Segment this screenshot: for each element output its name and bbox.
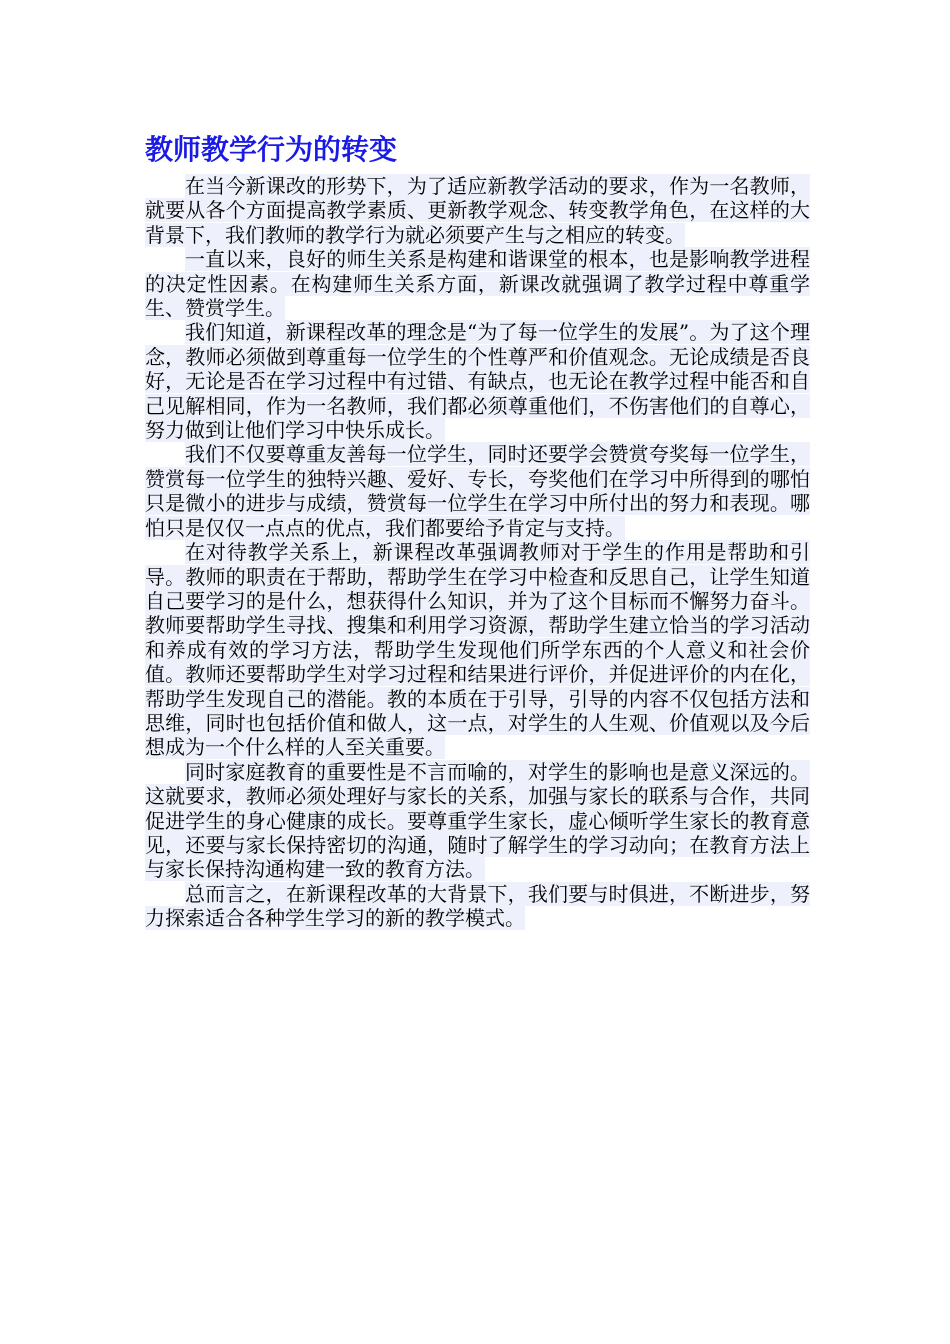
paragraph (145, 540, 810, 760)
paragraph (145, 247, 810, 320)
paragraph-text: 我们不仅要尊重友善每一位学生，同时还要学会赞赏夸奖每一位学生，赞赏每一位学生的独特兴趣、爱好、专长，夸奖他们在学习中所得到的哪怕只是微小的进步与成绩，赞赏每一位学生在学习中所付出的努力和表现。哪怕只是仅仅一点点的优点，我们都要给予肯定与支持。 (145, 442, 810, 540)
paragraph (145, 320, 810, 442)
paragraph-text: 我们知道，新课程改革的理念是“为了每一位学生的发展”。为了这个理念，教师必须做到尊重每一位学生的个性尊严和价值观念。无论成绩是否良好，无论是否在学习过程中有过错、有缺点，也无论在教学过程中能否和自己见解相同，作为一名教师，我们都必须尊重他们，不伤害他们的自尊心，努力做到让他们学习中快乐成长。 (145, 320, 810, 443)
paragraph (145, 174, 810, 247)
paragraph (145, 442, 810, 540)
paragraph-text: 在对待教学关系上，新课程改革强调教师对于学生的作用是帮助和引导。教师的职责在于帮助，帮助学生在学习中检查和反思自己，让学生知道自己要学习的是什么，想获得什么知识，并为了这个目标而不懈努力奋斗。教师要帮助学生寻找、搜集和利用学习资源，帮助学生建立恰当的学习活动和养成有效的学习方法，帮助学生发现他们所学东西的个人意义和社会价值。教师还要帮助学生对学习过程和结果进行评价，并促进评价的内在化，帮助学生发现自己的潜能。教的本质在于引导，引导的内容不仅包括方法和思维，同时也包括价值和做人，这一点，对学生的人生观、价值观以及今后想成为一个什么样的人至关重要。 (145, 540, 810, 760)
paragraph-text: 总而言之，在新课程改革的大背景下，我们要与时俱进，不断进步，努力探索适合各种学生学习的新的教学模式。 (145, 881, 810, 931)
paragraph-text: 同时家庭教育的重要性是不言而喻的，对学生的影响也是意义深远的。这就要求，教师必须处理好与家长的关系，加强与家长的联系与合作，共同促进学生的身心健康的成长。要尊重学生家长，虚心倾听学生家长的教育意见，还要与家长保持密切的沟通，随时了解学生的学习动向；在教育方法上与家长保持沟通构建一致的教育方法。 (145, 759, 810, 882)
paragraph (145, 882, 810, 931)
paragraph-text: 一直以来，良好的师生关系是构建和谐课堂的根本，也是影响教学进程的决定性因素。在构建师生关系方面，新课改就强调了教学过程中尊重学生、赞赏学生。 (145, 247, 810, 321)
document-body (145, 174, 810, 931)
paragraph (145, 760, 810, 882)
paragraph-text: 在当今新课改的形势下，为了适应新教学活动的要求，作为一名教师，就要从各个方面提高教学素质、更新教学观念、转变教学角色，在这样的大背景下，我们教师的教学行为就必须要产生与之相应的转变。 (145, 174, 810, 247)
document-title: 教师教学行为的转变 (145, 133, 398, 166)
document-page (145, 128, 810, 931)
